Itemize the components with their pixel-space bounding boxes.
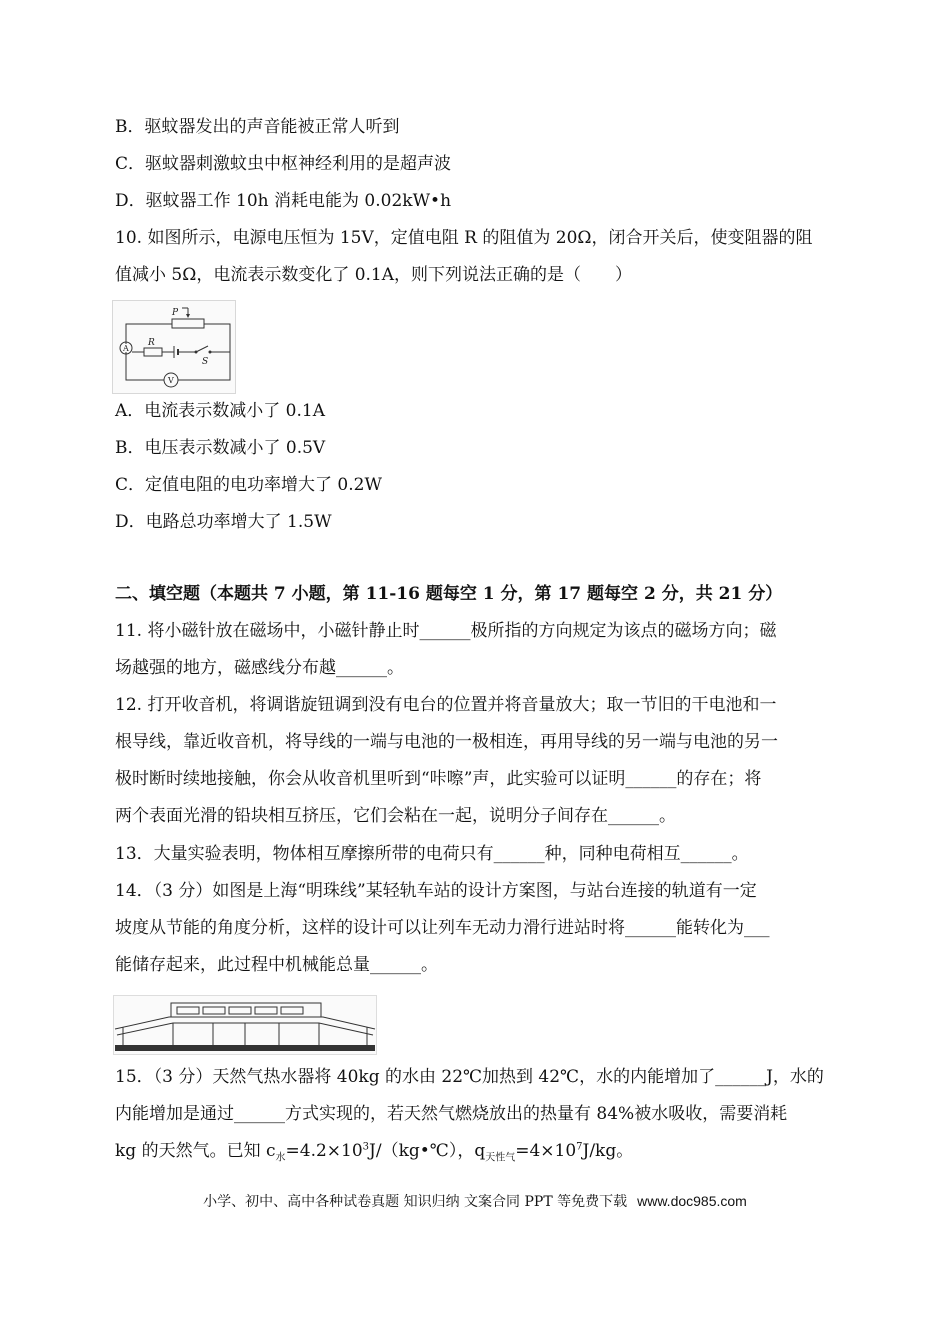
q15-sub-gas: 天性气 xyxy=(485,1152,516,1164)
q12-line-3: 极时断时续地接触，你会从收音机里听到“咔嚓”声，此实验可以证明______的存在；将 xyxy=(115,769,762,789)
switch-contact xyxy=(209,351,212,354)
q14-line-2: 坡度从节能的角度分析，这样的设计可以让列车无动力滑行进站时将______能转化为___ xyxy=(115,918,770,938)
label-s: S xyxy=(202,357,209,367)
q13: 13．大量实验表明，物体相互摩擦所带的电荷只有______种，同种电荷相互______。 xyxy=(115,844,749,864)
q9-option-b: B．驱蚊器发出的声音能被正常人听到 xyxy=(115,117,400,137)
q14-station-diagram xyxy=(113,995,377,1055)
q15-sup-exponent: 7 xyxy=(576,1141,583,1153)
label-r: R xyxy=(148,338,155,348)
q15-sub-water: 水 xyxy=(275,1152,286,1164)
page-footer xyxy=(0,1191,950,1212)
q10-option-b: B．电压表示数减小了 0.5V xyxy=(115,438,326,458)
q14-line-1: 14．（3 分）如图是上海“明珠线”某轻轨车站的设计方案图，与站台连接的轨道有一定 xyxy=(115,881,757,901)
q10-option-d: D．电路总功率增大了 1.5W xyxy=(115,512,332,532)
q12-line-2: 根导线，靠近收音机，将导线的一端与电池的一极相连，再用导线的另一端与电池的另一 xyxy=(115,732,778,752)
q10-stem-line-1: 10. 如图所示，电源电压恒为 15V，定值电阻 R 的阻值为 20Ω，闭合开关后，使变阻器的阻 xyxy=(115,228,813,248)
q10-option-c: C．定值电阻的电功率增大了 0.2W xyxy=(115,475,382,495)
q15-line-3 xyxy=(115,1140,633,1162)
q9-option-c: C．驱蚊器刺激蚊虫中枢神经利用的是超声波 xyxy=(115,154,452,174)
q10-circuit-diagram xyxy=(112,300,236,394)
q15-line-2: 内能增加是通过______方式实现的，若天然气燃烧放出的热量有 84%被水吸收，需要消耗 xyxy=(115,1104,788,1124)
q15-sup-exponent: 3 xyxy=(362,1141,370,1153)
q14-line-3: 能储存起来，此过程中机械能总量______。 xyxy=(115,955,438,975)
footer-text: 小学、初中、高中各种试卷真题 知识归纳 文案合同 PPT 等免费下载 xyxy=(203,1194,628,1210)
footer-url[interactable]: www.doc985.com xyxy=(637,1193,747,1209)
switch-contact xyxy=(195,351,198,354)
q11-line-2: 场越强的地方，磁感线分布越______。 xyxy=(115,658,404,678)
q10-stem-line-2: 值减小 5Ω，电流表示数变化了 0.1A，则下列说法正确的是（ ） xyxy=(115,265,633,285)
q15-text: J/（kg•℃），q xyxy=(369,1141,486,1161)
section-2-title: 二、填空题（本题共 7 小题，第 11-16 题每空 1 分，第 17 题每空 2 分，共 21 分） xyxy=(115,584,783,604)
q15-text: J/kg。 xyxy=(582,1141,634,1161)
q11-line-1: 11. 将小磁针放在磁场中，小磁针静止时______极所指的方向规定为该点的磁场方向；磁 xyxy=(115,621,777,641)
label-a: A xyxy=(123,344,129,353)
q15-text: =4.2×10 xyxy=(285,1141,363,1161)
q15-text: =4×10 xyxy=(515,1141,577,1161)
q10-option-a: A．电流表示数减小了 0.1A xyxy=(115,401,325,421)
q15-text: kg 的天然气。已知 c xyxy=(115,1141,276,1161)
q12-line-4: 两个表面光滑的铅块相互挤压，它们会粘在一起，说明分子间存在______。 xyxy=(115,806,676,826)
ground xyxy=(115,1045,375,1051)
label-v: V xyxy=(168,376,174,385)
q12-line-1: 12. 打开收音机，将调谐旋钮调到没有电台的位置并将音量放大；取一节旧的干电池和一 xyxy=(115,695,777,715)
label-p: P xyxy=(172,308,179,318)
q15-line-1: 15．（3 分）天然气热水器将 40kg 的水由 22℃加热到 42℃，水的内能增加了______J，水的 xyxy=(115,1067,824,1087)
q9-option-d: D．驱蚊器工作 10h 消耗电能为 0.02kW•h xyxy=(115,191,452,211)
